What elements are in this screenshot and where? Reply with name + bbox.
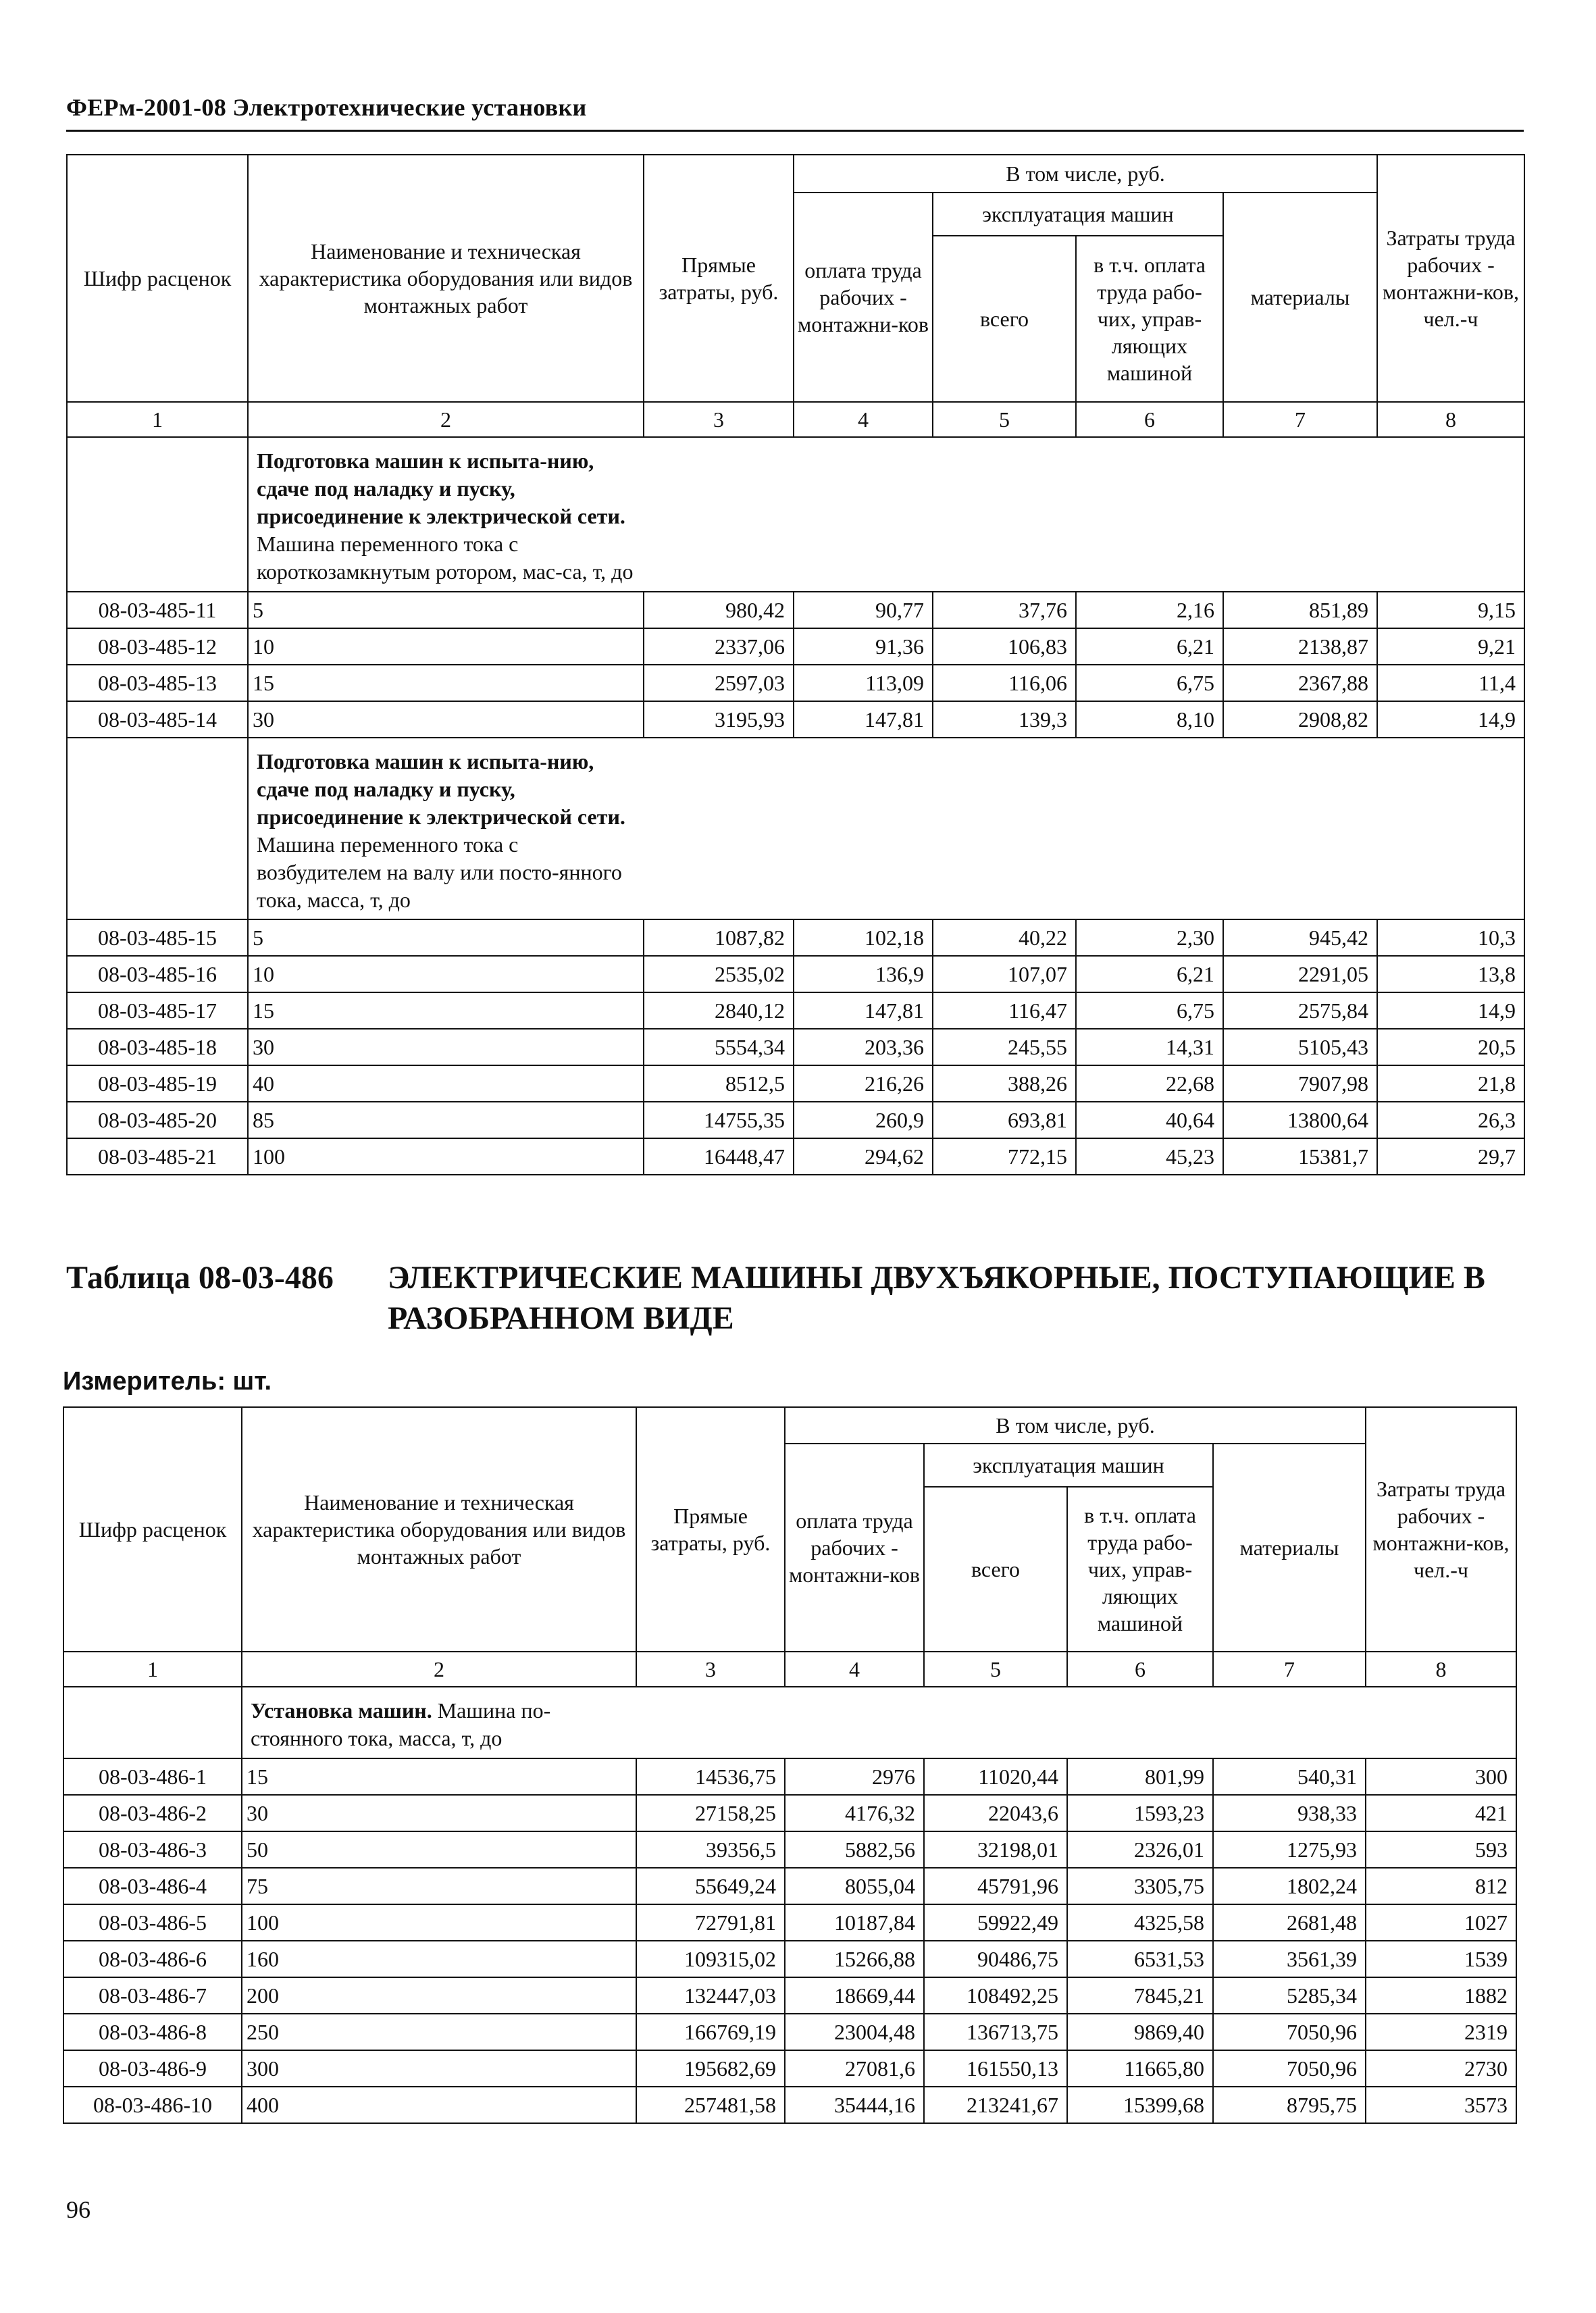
rate-code: 08-03-485-21 [67, 1138, 248, 1175]
machine-labor-cost: 1593,23 [1067, 1795, 1213, 1831]
machine-labor-cost: 6,21 [1076, 628, 1223, 665]
machine-cost-total: 22043,6 [924, 1795, 1067, 1831]
mass-value: 30 [248, 701, 644, 738]
direct-cost: 166769,19 [636, 2014, 785, 2050]
unit-of-measure: Измеритель: шт. [63, 1367, 272, 1396]
labor-hours: 10,3 [1377, 919, 1524, 956]
rate-code: 08-03-485-13 [67, 665, 248, 701]
table-row [67, 665, 1524, 701]
col-materials-header: материалы [1213, 1444, 1366, 1652]
labor-cost: 136,9 [794, 956, 933, 992]
col-number: 8 [1377, 402, 1524, 437]
labor-hours: 593 [1366, 1831, 1516, 1868]
labor-cost: 90,77 [794, 592, 933, 628]
table-row [67, 919, 1524, 956]
machine-labor-cost: 6,21 [1076, 956, 1223, 992]
machine-cost-total: 116,06 [933, 665, 1076, 701]
labor-hours: 29,7 [1377, 1138, 1524, 1175]
labor-cost: 5882,56 [785, 1831, 924, 1868]
labor-cost: 35444,16 [785, 2087, 924, 2123]
labor-cost: 102,18 [794, 919, 933, 956]
materials-cost: 7050,96 [1213, 2050, 1366, 2087]
machine-cost-total: 40,22 [933, 919, 1076, 956]
direct-cost: 2840,12 [644, 992, 794, 1029]
col-machines-header: эксплуатация машин [924, 1444, 1213, 1487]
header-rule [66, 130, 1524, 132]
mass-value: 50 [242, 1831, 636, 1868]
section-title [242, 1687, 1516, 1758]
labor-cost: 216,26 [794, 1065, 933, 1102]
direct-cost: 27158,25 [636, 1795, 785, 1831]
section-title-bold: Подготовка машин к испыта-нию, сдаче под наладку и пуску, присоединение к электрической сети. [257, 748, 625, 829]
machine-labor-cost: 7845,21 [1067, 1977, 1213, 2014]
rate-code: 08-03-486-8 [63, 2014, 242, 2050]
machine-cost-total: 45791,96 [924, 1868, 1067, 1904]
materials-cost: 938,33 [1213, 1795, 1366, 1831]
machine-cost-total: 213241,67 [924, 2087, 1067, 2123]
table-row [63, 2050, 1516, 2087]
col-number: 2 [242, 1652, 636, 1687]
mass-value: 85 [248, 1102, 644, 1138]
rate-code: 08-03-485-18 [67, 1029, 248, 1065]
direct-cost: 980,42 [644, 592, 794, 628]
rate-code: 08-03-485-17 [67, 992, 248, 1029]
materials-cost: 2908,82 [1223, 701, 1377, 738]
col-hours-header: Затраты труда рабочих - монтажни-ков, чел.-ч [1366, 1407, 1516, 1652]
labor-cost: 8055,04 [785, 1868, 924, 1904]
direct-cost: 72791,81 [636, 1904, 785, 1941]
col-labor-header: оплата труда рабочих - монтажни-ков [794, 193, 933, 402]
direct-cost: 1087,82 [644, 919, 794, 956]
machine-cost-total: 136713,75 [924, 2014, 1067, 2050]
col-number: 3 [644, 402, 794, 437]
machine-cost-total: 107,07 [933, 956, 1076, 992]
machine-cost-total: 139,3 [933, 701, 1076, 738]
col-machines-total-header: всего [933, 236, 1076, 402]
labor-hours: 300 [1366, 1758, 1516, 1795]
labor-hours: 14,9 [1377, 992, 1524, 1029]
col-number: 1 [63, 1652, 242, 1687]
table-row [63, 1831, 1516, 1868]
mass-value: 75 [242, 1868, 636, 1904]
direct-cost: 5554,34 [644, 1029, 794, 1065]
labor-cost: 113,09 [794, 665, 933, 701]
machine-cost-total: 37,76 [933, 592, 1076, 628]
col-code-header: Шифр расценок [63, 1407, 242, 1652]
page-number: 96 [66, 2196, 91, 2223]
table-row [63, 1758, 1516, 1795]
machine-cost-total: 388,26 [933, 1065, 1076, 1102]
materials-cost: 540,31 [1213, 1758, 1366, 1795]
machine-cost-total: 90486,75 [924, 1941, 1067, 1977]
labor-cost: 27081,6 [785, 2050, 924, 2087]
col-hours-header: Затраты труда рабочих - монтажни-ков, чел.-ч [1377, 155, 1524, 402]
direct-cost: 3195,93 [644, 701, 794, 738]
direct-cost: 2337,06 [644, 628, 794, 665]
labor-cost: 2976 [785, 1758, 924, 1795]
mass-value: 10 [248, 956, 644, 992]
table-row [63, 1977, 1516, 2014]
col-incl-header: В том числе, руб. [794, 155, 1377, 193]
machine-labor-cost: 801,99 [1067, 1758, 1213, 1795]
col-direct-header: Прямые затраты, руб. [636, 1407, 785, 1652]
machine-labor-cost: 22,68 [1076, 1065, 1223, 1102]
section-title [248, 738, 1524, 920]
direct-cost: 132447,03 [636, 1977, 785, 2014]
col-machines-header: эксплуатация машин [933, 193, 1223, 236]
table-row [67, 992, 1524, 1029]
machine-cost-total: 161550,13 [924, 2050, 1067, 2087]
col-name-header: Наименование и техническая характеристика оборудования или видов монтажных работ [248, 155, 644, 402]
mass-value: 400 [242, 2087, 636, 2123]
rate-code: 08-03-486-4 [63, 1868, 242, 1904]
mass-value: 200 [242, 1977, 636, 2014]
table-row [67, 701, 1524, 738]
rate-code: 08-03-486-6 [63, 1941, 242, 1977]
mass-value: 10 [248, 628, 644, 665]
labor-hours: 13,8 [1377, 956, 1524, 992]
section-blank-cell [67, 437, 248, 592]
col-machines-labor-header: в т.ч. оплата труда рабо-чих, управ-ляющих машиной [1067, 1487, 1213, 1652]
section-title-bold: Установка машин. [251, 1698, 432, 1723]
materials-cost: 3561,39 [1213, 1941, 1366, 1977]
labor-cost: 260,9 [794, 1102, 933, 1138]
rate-code: 08-03-486-9 [63, 2050, 242, 2087]
mass-value: 100 [248, 1138, 644, 1175]
direct-cost: 14536,75 [636, 1758, 785, 1795]
machine-labor-cost: 14,31 [1076, 1029, 1223, 1065]
col-direct-header: Прямые затраты, руб. [644, 155, 794, 402]
labor-hours: 3573 [1366, 2087, 1516, 2123]
labor-cost: 23004,48 [785, 2014, 924, 2050]
direct-cost: 2597,03 [644, 665, 794, 701]
direct-cost: 16448,47 [644, 1138, 794, 1175]
table-row [63, 1904, 1516, 1941]
table-row [63, 1795, 1516, 1831]
table-row [67, 956, 1524, 992]
col-materials-header: материалы [1223, 193, 1377, 402]
machine-labor-cost: 2326,01 [1067, 1831, 1213, 1868]
col-number: 7 [1213, 1652, 1366, 1687]
rate-code: 08-03-485-20 [67, 1102, 248, 1138]
direct-cost: 39356,5 [636, 1831, 785, 1868]
direct-cost: 195682,69 [636, 2050, 785, 2087]
table-row [63, 1868, 1516, 1904]
labor-hours: 21,8 [1377, 1065, 1524, 1102]
rate-code: 08-03-486-10 [63, 2087, 242, 2123]
col-number: 4 [785, 1652, 924, 1687]
rate-code: 08-03-485-14 [67, 701, 248, 738]
labor-hours: 9,21 [1377, 628, 1524, 665]
direct-cost: 257481,58 [636, 2087, 785, 2123]
labor-cost: 91,36 [794, 628, 933, 665]
mass-value: 30 [242, 1795, 636, 1831]
machine-labor-cost: 4325,58 [1067, 1904, 1213, 1941]
machine-labor-cost: 15399,68 [1067, 2087, 1213, 2123]
section-title-bold: Подготовка машин к испыта-нию, сдаче под наладку и пуску, присоединение к электрической сети. [257, 449, 625, 528]
direct-cost: 8512,5 [644, 1065, 794, 1102]
machine-cost-total: 106,83 [933, 628, 1076, 665]
rate-code: 08-03-486-5 [63, 1904, 242, 1941]
materials-cost: 1802,24 [1213, 1868, 1366, 1904]
col-machines-total-header: всего [924, 1487, 1067, 1652]
rate-code: 08-03-485-16 [67, 956, 248, 992]
labor-hours: 1027 [1366, 1904, 1516, 1941]
machine-labor-cost: 2,16 [1076, 592, 1223, 628]
table-row [67, 1138, 1524, 1175]
table-row [67, 592, 1524, 628]
section-title [248, 437, 1524, 592]
direct-cost: 2535,02 [644, 956, 794, 992]
machine-cost-total: 772,15 [933, 1138, 1076, 1175]
machine-cost-total: 245,55 [933, 1029, 1076, 1065]
mass-value: 5 [248, 592, 644, 628]
col-number: 8 [1366, 1652, 1516, 1687]
table-row [67, 1065, 1524, 1102]
mass-value: 15 [242, 1758, 636, 1795]
machine-labor-cost: 9869,40 [1067, 2014, 1213, 2050]
machine-cost-total: 108492,25 [924, 1977, 1067, 2014]
col-name-header: Наименование и техническая характеристика оборудования или видов монтажных работ [242, 1407, 636, 1652]
col-number: 6 [1076, 402, 1223, 437]
labor-cost: 147,81 [794, 701, 933, 738]
table-row [67, 1029, 1524, 1065]
section-title-rest: Машина переменного тока с короткозамкнутым ротором, мас-са, т, до [257, 531, 634, 584]
col-number: 7 [1223, 402, 1377, 437]
machine-cost-total: 116,47 [933, 992, 1076, 1029]
labor-hours: 26,3 [1377, 1102, 1524, 1138]
table-caption: ЭЛЕКТРИЧЕСКИЕ МАШИНЫ ДВУХЪЯКОРНЫЕ, ПОСТУПАЮЩИЕ В РАЗОБРАННОМ ВИДЕ [388, 1260, 1485, 1336]
rate-code: 08-03-486-2 [63, 1795, 242, 1831]
table-number: Таблица 08-03-486 [66, 1260, 334, 1296]
col-labor-header: оплата труда рабочих - монтажни-ков [785, 1444, 924, 1652]
col-incl-header: В том числе, руб. [785, 1407, 1366, 1444]
machine-labor-cost: 45,23 [1076, 1138, 1223, 1175]
labor-cost: 15266,88 [785, 1941, 924, 1977]
materials-cost: 7050,96 [1213, 2014, 1366, 2050]
labor-cost: 294,62 [794, 1138, 933, 1175]
labor-cost: 147,81 [794, 992, 933, 1029]
materials-cost: 851,89 [1223, 592, 1377, 628]
labor-hours: 9,15 [1377, 592, 1524, 628]
section-header-row [63, 1687, 1516, 1758]
rate-code: 08-03-485-15 [67, 919, 248, 956]
table-row [67, 628, 1524, 665]
labor-cost: 10187,84 [785, 1904, 924, 1941]
machine-labor-cost: 8,10 [1076, 701, 1223, 738]
section-header-row [67, 738, 1524, 920]
labor-hours: 812 [1366, 1868, 1516, 1904]
rate-code: 08-03-486-1 [63, 1758, 242, 1795]
materials-cost: 5285,34 [1213, 1977, 1366, 2014]
section-title-rest: Машина переменного тока с возбудителем на валу или посто-янного тока, масса, т, до [257, 832, 622, 912]
section-header-row [67, 437, 1524, 592]
labor-cost: 203,36 [794, 1029, 933, 1065]
materials-cost: 8795,75 [1213, 2087, 1366, 2123]
labor-hours: 1882 [1366, 1977, 1516, 2014]
col-machines-labor-header: в т.ч. оплата труда рабо-чих, управ-ляющих машиной [1076, 236, 1223, 402]
col-number: 6 [1067, 1652, 1213, 1687]
mass-value: 15 [248, 665, 644, 701]
machine-labor-cost: 3305,75 [1067, 1868, 1213, 1904]
rate-code: 08-03-485-11 [67, 592, 248, 628]
rate-code: 08-03-485-12 [67, 628, 248, 665]
materials-cost: 2291,05 [1223, 956, 1377, 992]
section-blank-cell [63, 1687, 242, 1758]
materials-cost: 15381,7 [1223, 1138, 1377, 1175]
mass-value: 40 [248, 1065, 644, 1102]
direct-cost: 14755,35 [644, 1102, 794, 1138]
direct-cost: 55649,24 [636, 1868, 785, 1904]
labor-cost: 18669,44 [785, 1977, 924, 2014]
mass-value: 160 [242, 1941, 636, 1977]
mass-value: 5 [248, 919, 644, 956]
materials-cost: 1275,93 [1213, 1831, 1366, 1868]
machine-labor-cost: 6,75 [1076, 665, 1223, 701]
mass-value: 100 [242, 1904, 636, 1941]
mass-value: 30 [248, 1029, 644, 1065]
rate-code: 08-03-486-7 [63, 1977, 242, 2014]
labor-hours: 1539 [1366, 1941, 1516, 1977]
col-code-header: Шифр расценок [67, 155, 248, 402]
rate-code: 08-03-486-3 [63, 1831, 242, 1868]
machine-labor-cost: 6,75 [1076, 992, 1223, 1029]
labor-hours: 2319 [1366, 2014, 1516, 2050]
col-number: 5 [933, 402, 1076, 437]
mass-value: 300 [242, 2050, 636, 2087]
price-table-485 [66, 154, 1525, 1175]
labor-cost: 4176,32 [785, 1795, 924, 1831]
labor-hours: 20,5 [1377, 1029, 1524, 1065]
price-table-486 [63, 1406, 1517, 2124]
col-number: 5 [924, 1652, 1067, 1687]
machine-labor-cost: 6531,53 [1067, 1941, 1213, 1977]
labor-hours: 11,4 [1377, 665, 1524, 701]
machine-cost-total: 59922,49 [924, 1904, 1067, 1941]
col-number: 2 [248, 402, 644, 437]
labor-hours: 14,9 [1377, 701, 1524, 738]
table-row [67, 1102, 1524, 1138]
section-title-rest: Машина по-стоянного тока, масса, т, до [251, 1698, 551, 1750]
rate-code: 08-03-485-19 [67, 1065, 248, 1102]
materials-cost: 945,42 [1223, 919, 1377, 956]
table-row [63, 1941, 1516, 1977]
materials-cost: 7907,98 [1223, 1065, 1377, 1102]
machine-labor-cost: 2,30 [1076, 919, 1223, 956]
col-number: 3 [636, 1652, 785, 1687]
col-number: 1 [67, 402, 248, 437]
materials-cost: 2138,87 [1223, 628, 1377, 665]
col-number: 4 [794, 402, 933, 437]
machine-cost-total: 32198,01 [924, 1831, 1067, 1868]
mass-value: 15 [248, 992, 644, 1029]
materials-cost: 2681,48 [1213, 1904, 1366, 1941]
direct-cost: 109315,02 [636, 1941, 785, 1977]
machine-labor-cost: 40,64 [1076, 1102, 1223, 1138]
machine-cost-total: 11020,44 [924, 1758, 1067, 1795]
labor-hours: 2730 [1366, 2050, 1516, 2087]
table-row [63, 2087, 1516, 2123]
materials-cost: 2367,88 [1223, 665, 1377, 701]
running-header: ФЕРм-2001-08 Электротехнические установки [66, 94, 587, 121]
labor-hours: 421 [1366, 1795, 1516, 1831]
materials-cost: 13800,64 [1223, 1102, 1377, 1138]
materials-cost: 2575,84 [1223, 992, 1377, 1029]
machine-labor-cost: 11665,80 [1067, 2050, 1213, 2087]
machine-cost-total: 693,81 [933, 1102, 1076, 1138]
mass-value: 250 [242, 2014, 636, 2050]
section-blank-cell [67, 738, 248, 920]
table-row [63, 2014, 1516, 2050]
materials-cost: 5105,43 [1223, 1029, 1377, 1065]
